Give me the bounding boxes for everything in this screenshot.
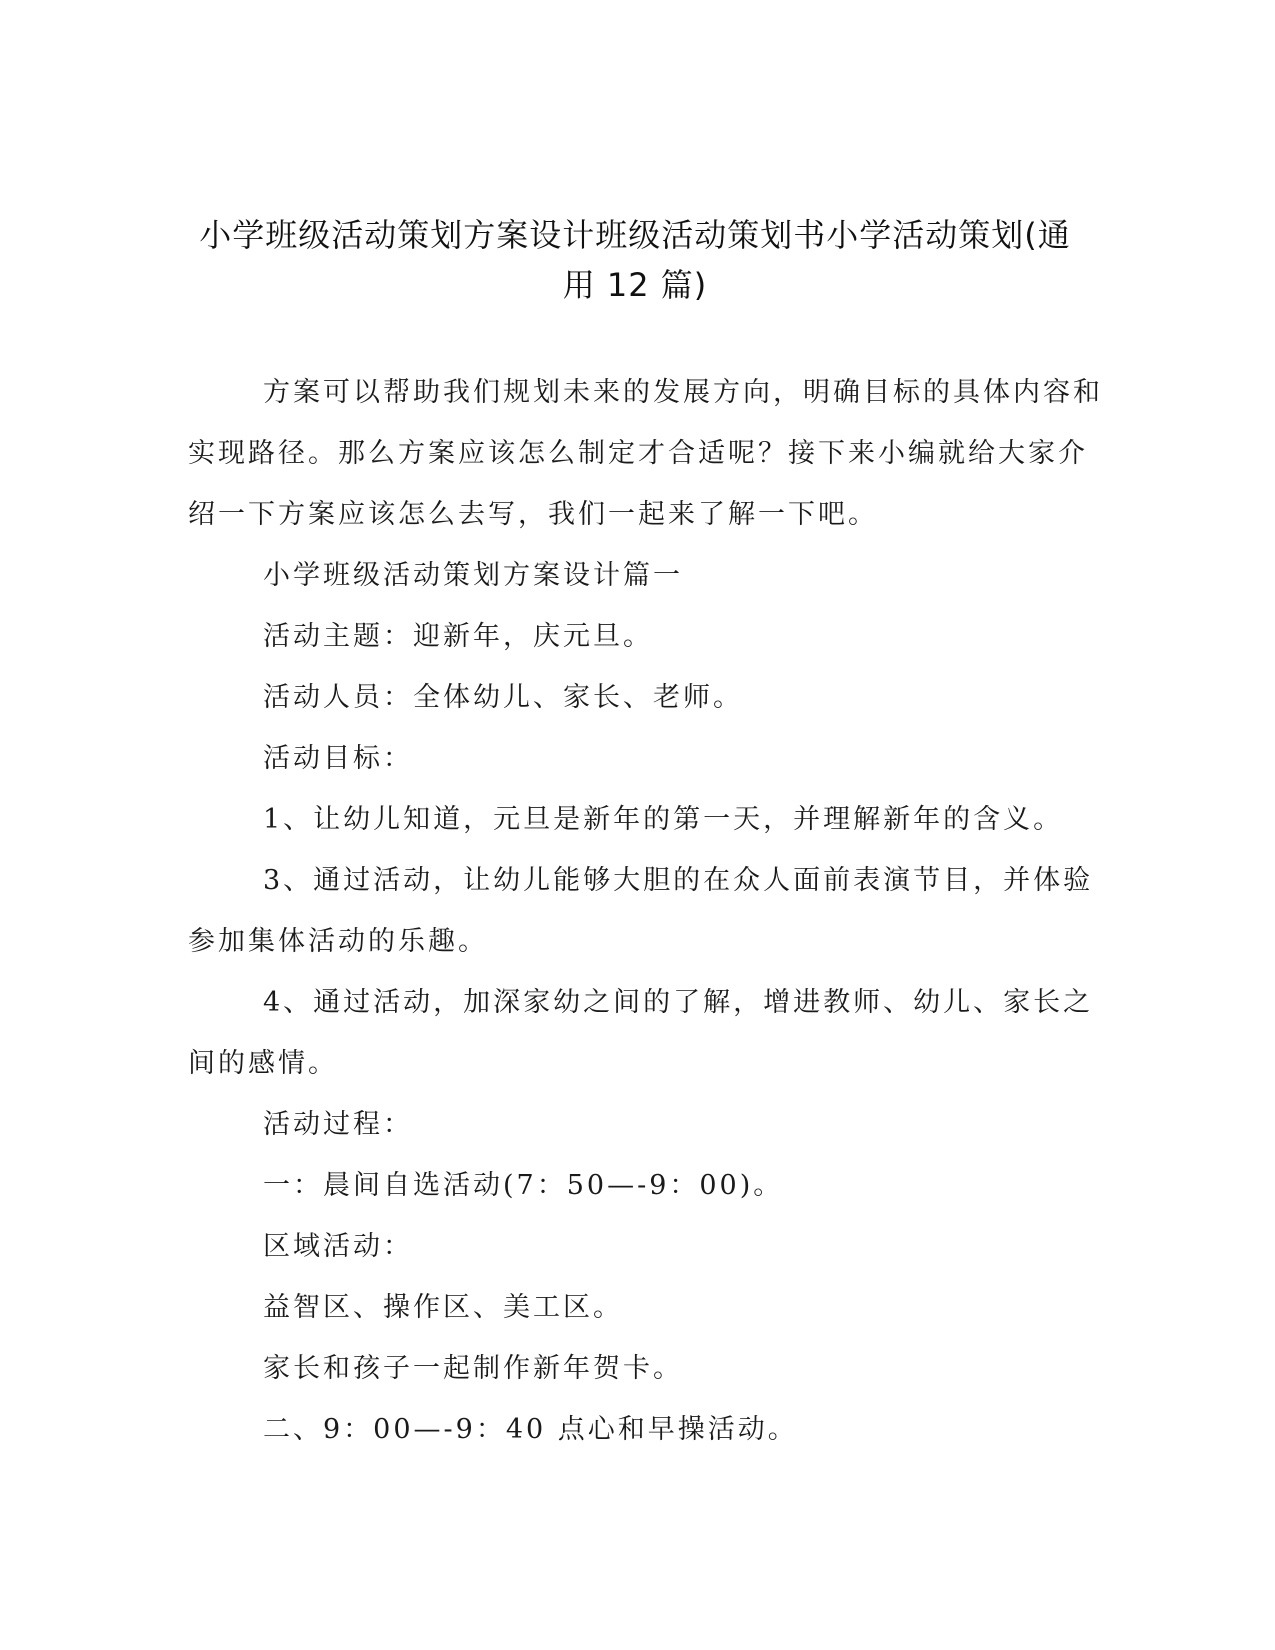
activity-participants: 活动人员：全体幼儿、家长、老师。 [263, 682, 743, 713]
goals-heading: 活动目标： [263, 743, 413, 774]
intro-line-1: 方案可以帮助我们规划未来的发展方向，明确目标的具体内容和 [263, 377, 1103, 408]
document-title [170, 210, 1100, 310]
activity-theme: 活动主题：迎新年，庆元旦。 [263, 621, 653, 652]
intro-line-2: 实现路径。那么方案应该怎么制定才合适呢？接下来小编就给大家介 [188, 438, 1088, 469]
intro-paragraph-cont-1 [188, 423, 1088, 484]
intro-line-3: 绍一下方案应该怎么去写，我们一起来了解一下吧。 [188, 499, 878, 530]
goal-4-line-2: 间的感情。 [188, 1048, 338, 1079]
section-heading: 小学班级活动策划方案设计篇一 [263, 560, 683, 591]
goal-3-cont [188, 911, 1088, 972]
process-heading: 活动过程： [263, 1109, 413, 1140]
goal-1: 1、让幼儿知道，元旦是新年的第一天，并理解新年的含义。 [263, 804, 1064, 835]
card-activity: 家长和孩子一起制作新年贺卡。 [263, 1353, 683, 1384]
process-step-1: 一：晨间自选活动(7：50—-9：00)。 [263, 1170, 784, 1201]
title-line-2: 用 12 篇) [562, 266, 708, 304]
intro-paragraph [188, 362, 1103, 423]
goal-4 [188, 972, 1094, 1033]
goal-3-line-1: 3、通过活动，让幼儿能够大胆的在众人面前表演节目，并体验 [263, 865, 1094, 896]
area-heading: 区域活动： [263, 1231, 413, 1262]
title-line-1: 小学班级活动策划方案设计班级活动策划书小学活动策划(通 [199, 216, 1071, 254]
area-list: 益智区、操作区、美工区。 [263, 1292, 623, 1323]
process-step-2: 二、9：00—-9：40 点心和早操活动。 [263, 1414, 798, 1445]
goal-4-cont [188, 1033, 1088, 1094]
goal-3-line-2: 参加集体活动的乐趣。 [188, 926, 488, 957]
goal-3 [188, 850, 1094, 911]
document-body [188, 362, 1103, 1460]
goal-4-line-1: 4、通过活动，加深家幼之间的了解，增进教师、幼儿、家长之 [263, 987, 1094, 1018]
intro-paragraph-cont-2 [188, 484, 1088, 545]
